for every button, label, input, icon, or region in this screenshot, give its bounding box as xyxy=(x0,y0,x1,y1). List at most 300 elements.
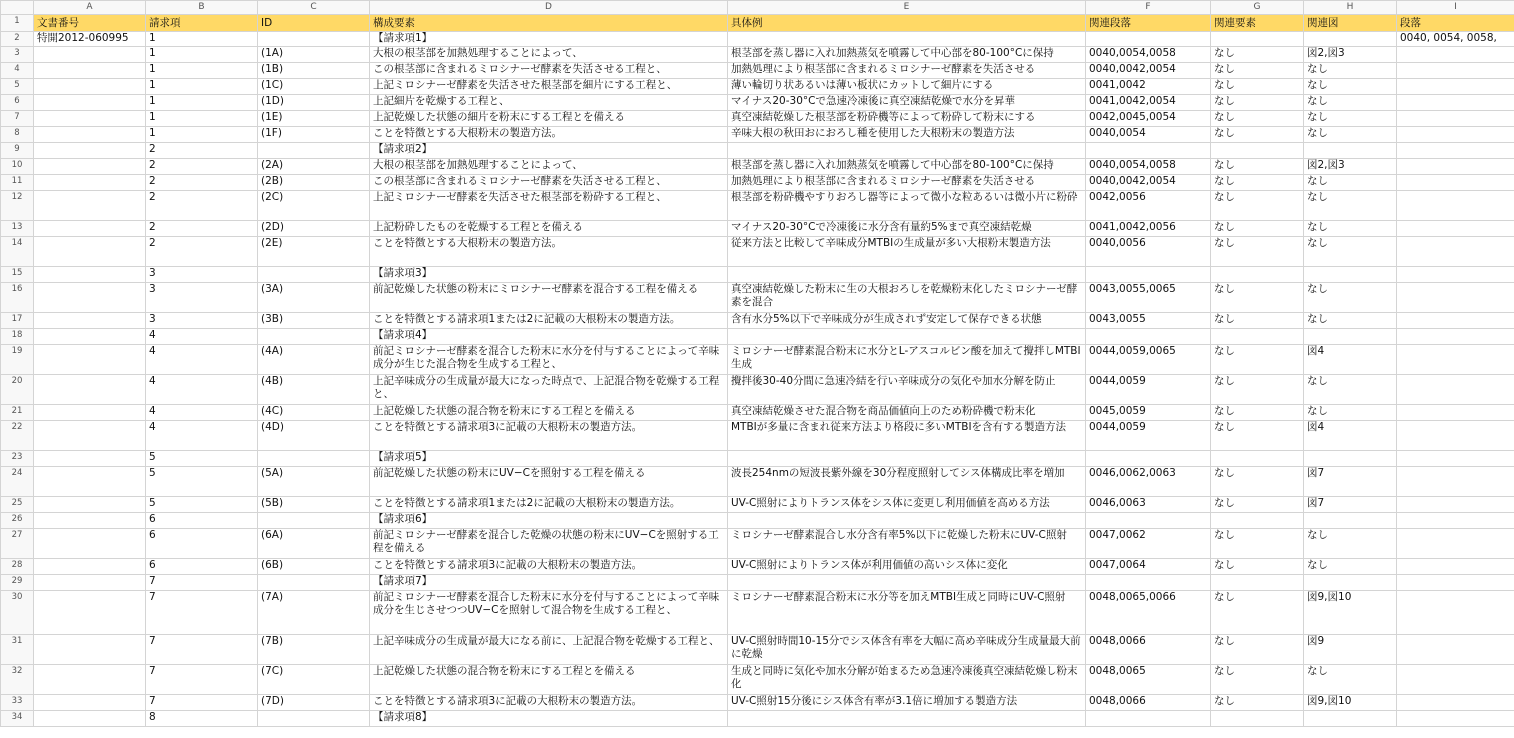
cell-e[interactable]: マイナス20-30°Cで冷凍後に水分含有量約5%まで真空凍結乾燥 xyxy=(728,221,1086,237)
cell-h[interactable]: なし xyxy=(1304,79,1397,95)
header-cell-d[interactable]: 構成要素 xyxy=(370,15,728,32)
cell-b[interactable]: 1 xyxy=(146,79,258,95)
cell-f[interactable]: 0040,0056 xyxy=(1086,237,1211,267)
cell-h[interactable]: なし xyxy=(1304,529,1397,559)
cell-d[interactable]: 前記ミロシナーゼ酵素を混合した乾燥の状態の粉末にUV−Cを照射する工程を備える xyxy=(370,529,728,559)
cell-f[interactable]: 0041,0042,0054 xyxy=(1086,95,1211,111)
cell-d[interactable]: 【請求項7】 xyxy=(370,575,728,591)
cell-h[interactable]: なし xyxy=(1304,221,1397,237)
cell-i[interactable] xyxy=(1397,267,1514,283)
cell-d[interactable]: 上記辛味成分の生成量が最大になる前に、上記混合物を乾燥する工程と、 xyxy=(370,635,728,665)
cell-g[interactable]: なし xyxy=(1211,175,1304,191)
cell-h[interactable]: なし xyxy=(1304,283,1397,313)
cell-b[interactable]: 4 xyxy=(146,421,258,451)
row-number[interactable]: 2 xyxy=(1,32,34,47)
cell-g[interactable]: なし xyxy=(1211,47,1304,63)
cell-h[interactable]: 図9,図10 xyxy=(1304,591,1397,635)
row-number[interactable]: 16 xyxy=(1,283,34,313)
cell-e[interactable]: 辛味大根の秋田おにおろし種を使用した大根粉末の製造方法 xyxy=(728,127,1086,143)
row-number[interactable]: 12 xyxy=(1,191,34,221)
cell-g[interactable]: なし xyxy=(1211,345,1304,375)
cell-d[interactable]: ことを特徴とする大根粉末の製造方法。 xyxy=(370,237,728,267)
cell-d[interactable]: 上記ミロシナーゼ酵素を失活させた根茎部を粉砕する工程と、 xyxy=(370,191,728,221)
cell-d[interactable]: 【請求項8】 xyxy=(370,711,728,727)
cell-d[interactable]: この根茎部に含まれるミロシナーゼ酵素を失活させる工程と、 xyxy=(370,63,728,79)
row-number[interactable]: 11 xyxy=(1,175,34,191)
cell-f[interactable]: 0040,0054 xyxy=(1086,127,1211,143)
row-number[interactable]: 1 xyxy=(1,15,34,32)
cell-f[interactable]: 0044,0059,0065 xyxy=(1086,345,1211,375)
cell-e[interactable]: ミロシナーゼ酵素混合粉末に水分等を加えMTBI生成と同時にUV-C照射 xyxy=(728,591,1086,635)
cell-b[interactable]: 2 xyxy=(146,221,258,237)
cell-c[interactable]: (7A) xyxy=(258,591,370,635)
cell-i[interactable] xyxy=(1397,143,1514,159)
cell-a[interactable] xyxy=(34,47,146,63)
cell-h[interactable]: 図4 xyxy=(1304,421,1397,451)
cell-a[interactable] xyxy=(34,665,146,695)
cell-e[interactable] xyxy=(728,513,1086,529)
cell-f[interactable]: 0044,0059 xyxy=(1086,421,1211,451)
cell-h[interactable]: なし xyxy=(1304,127,1397,143)
cell-c[interactable]: (1C) xyxy=(258,79,370,95)
cell-g[interactable] xyxy=(1211,711,1304,727)
cell-e[interactable]: 従来方法と比較して辛味成分MTBIの生成量が多い大根粉末製造方法 xyxy=(728,237,1086,267)
cell-c[interactable]: (3B) xyxy=(258,313,370,329)
cell-a[interactable] xyxy=(34,143,146,159)
cell-g[interactable]: なし xyxy=(1211,221,1304,237)
cell-d[interactable]: 前記ミロシナーゼ酵素を混合した粉末に水分を付与することによって辛味成分を生じさせつつUV−Cを照射して混合物を生成する工程と、 xyxy=(370,591,728,635)
cell-i[interactable] xyxy=(1397,467,1514,497)
cell-d[interactable]: 【請求項4】 xyxy=(370,329,728,345)
cell-d[interactable]: 前記乾燥した状態の粉末にミロシナーゼ酵素を混合する工程を備える xyxy=(370,283,728,313)
cell-g[interactable]: なし xyxy=(1211,191,1304,221)
cell-c[interactable]: (1F) xyxy=(258,127,370,143)
row-number[interactable]: 17 xyxy=(1,313,34,329)
cell-g[interactable]: なし xyxy=(1211,497,1304,513)
cell-e[interactable]: 生成と同時に気化や加水分解が始まるため急速冷凍後真空凍結乾燥し粉末化 xyxy=(728,665,1086,695)
cell-f[interactable]: 0040,0042,0054 xyxy=(1086,63,1211,79)
row-number[interactable]: 8 xyxy=(1,127,34,143)
row-number[interactable]: 7 xyxy=(1,111,34,127)
cell-b[interactable]: 5 xyxy=(146,497,258,513)
cell-i[interactable] xyxy=(1397,559,1514,575)
cell-a[interactable] xyxy=(34,191,146,221)
cell-h[interactable]: なし xyxy=(1304,175,1397,191)
header-cell-i[interactable]: 段落 xyxy=(1397,15,1514,32)
cell-e[interactable] xyxy=(728,143,1086,159)
cell-g[interactable]: なし xyxy=(1211,127,1304,143)
cell-i[interactable] xyxy=(1397,159,1514,175)
cell-i[interactable] xyxy=(1397,575,1514,591)
cell-c[interactable]: (6B) xyxy=(258,559,370,575)
cell-a[interactable] xyxy=(34,63,146,79)
cell-g[interactable] xyxy=(1211,329,1304,345)
cell-e[interactable]: 根茎部を粉砕機やすりおろし器等によって微小な粒あるいは微小片に粉砕 xyxy=(728,191,1086,221)
cell-d[interactable]: 上記細片を乾燥する工程と、 xyxy=(370,95,728,111)
row-number[interactable]: 29 xyxy=(1,575,34,591)
cell-i[interactable] xyxy=(1397,665,1514,695)
cell-h[interactable]: 図7 xyxy=(1304,467,1397,497)
cell-c[interactable]: (4D) xyxy=(258,421,370,451)
cell-h[interactable] xyxy=(1304,143,1397,159)
cell-a[interactable] xyxy=(34,79,146,95)
cell-d[interactable]: ことを特徴とする請求項3に記載の大根粉末の製造方法。 xyxy=(370,421,728,451)
column-header-f[interactable]: F xyxy=(1086,1,1211,15)
cell-h[interactable] xyxy=(1304,451,1397,467)
cell-g[interactable] xyxy=(1211,143,1304,159)
cell-i[interactable] xyxy=(1397,283,1514,313)
cell-d[interactable]: ことを特徴とする請求項1または2に記載の大根粉末の製造方法。 xyxy=(370,497,728,513)
cell-d[interactable]: 【請求項1】 xyxy=(370,32,728,47)
header-cell-c[interactable]: ID xyxy=(258,15,370,32)
cell-e[interactable]: ミロシナーゼ酵素混合し水分含有率5%以下に乾燥した粉末にUV-C照射 xyxy=(728,529,1086,559)
cell-f[interactable]: 0042,0045,0054 xyxy=(1086,111,1211,127)
cell-b[interactable]: 7 xyxy=(146,635,258,665)
cell-g[interactable]: なし xyxy=(1211,695,1304,711)
cell-g[interactable]: なし xyxy=(1211,283,1304,313)
cell-b[interactable]: 4 xyxy=(146,329,258,345)
cell-f[interactable] xyxy=(1086,711,1211,727)
cell-b[interactable]: 2 xyxy=(146,175,258,191)
cell-c[interactable] xyxy=(258,32,370,47)
cell-b[interactable]: 1 xyxy=(146,32,258,47)
cell-i[interactable] xyxy=(1397,513,1514,529)
cell-e[interactable]: 加熱処理により根茎部に含まれるミロシナーゼ酵素を失活させる xyxy=(728,63,1086,79)
cell-b[interactable]: 6 xyxy=(146,513,258,529)
cell-g[interactable]: なし xyxy=(1211,635,1304,665)
cell-i[interactable] xyxy=(1397,451,1514,467)
cell-f[interactable]: 0047,0062 xyxy=(1086,529,1211,559)
cell-g[interactable]: なし xyxy=(1211,95,1304,111)
cell-a[interactable] xyxy=(34,237,146,267)
cell-c[interactable]: (4C) xyxy=(258,405,370,421)
cell-d[interactable]: 【請求項6】 xyxy=(370,513,728,529)
header-cell-g[interactable]: 関連要素 xyxy=(1211,15,1304,32)
cell-b[interactable]: 5 xyxy=(146,451,258,467)
row-number[interactable]: 6 xyxy=(1,95,34,111)
row-number[interactable]: 14 xyxy=(1,237,34,267)
cell-a[interactable] xyxy=(34,559,146,575)
cell-i[interactable]: 0040, 0054, 0058, xyxy=(1397,32,1514,47)
cell-h[interactable]: なし xyxy=(1304,405,1397,421)
cell-e[interactable] xyxy=(728,32,1086,47)
header-cell-a[interactable]: 文書番号 xyxy=(34,15,146,32)
cell-a[interactable] xyxy=(34,111,146,127)
cell-b[interactable]: 7 xyxy=(146,591,258,635)
cell-a[interactable] xyxy=(34,127,146,143)
row-number[interactable]: 13 xyxy=(1,221,34,237)
column-header-i[interactable]: I xyxy=(1397,1,1514,15)
cell-c[interactable] xyxy=(258,329,370,345)
cell-h[interactable]: 図4 xyxy=(1304,345,1397,375)
cell-f[interactable]: 0044,0059 xyxy=(1086,375,1211,405)
cell-g[interactable] xyxy=(1211,575,1304,591)
cell-d[interactable]: ことを特徴とする請求項3に記載の大根粉末の製造方法。 xyxy=(370,559,728,575)
cell-a[interactable] xyxy=(34,695,146,711)
row-number[interactable]: 15 xyxy=(1,267,34,283)
cell-f[interactable] xyxy=(1086,513,1211,529)
cell-i[interactable] xyxy=(1397,497,1514,513)
cell-c[interactable]: (5B) xyxy=(258,497,370,513)
row-number[interactable]: 34 xyxy=(1,711,34,727)
cell-f[interactable]: 0047,0064 xyxy=(1086,559,1211,575)
cell-b[interactable]: 2 xyxy=(146,159,258,175)
cell-g[interactable]: なし xyxy=(1211,665,1304,695)
cell-b[interactable]: 7 xyxy=(146,575,258,591)
cell-a[interactable] xyxy=(34,345,146,375)
row-number[interactable]: 5 xyxy=(1,79,34,95)
cell-e[interactable] xyxy=(728,267,1086,283)
cell-i[interactable] xyxy=(1397,695,1514,711)
cell-c[interactable]: (5A) xyxy=(258,467,370,497)
cell-b[interactable]: 4 xyxy=(146,345,258,375)
cell-b[interactable]: 3 xyxy=(146,283,258,313)
cell-f[interactable] xyxy=(1086,329,1211,345)
cell-d[interactable]: この根茎部に含まれるミロシナーゼ酵素を失活させる工程と、 xyxy=(370,175,728,191)
cell-f[interactable]: 0048,0066 xyxy=(1086,695,1211,711)
cell-i[interactable] xyxy=(1397,95,1514,111)
cell-i[interactable] xyxy=(1397,237,1514,267)
header-cell-e[interactable]: 具体例 xyxy=(728,15,1086,32)
row-number[interactable]: 20 xyxy=(1,375,34,405)
column-header-e[interactable]: E xyxy=(728,1,1086,15)
row-number[interactable]: 19 xyxy=(1,345,34,375)
cell-d[interactable]: 上記乾燥した状態の細片を粉末にする工程とを備える xyxy=(370,111,728,127)
cell-e[interactable] xyxy=(728,575,1086,591)
cell-h[interactable]: なし xyxy=(1304,111,1397,127)
cell-c[interactable]: (2A) xyxy=(258,159,370,175)
cell-c[interactable]: (2C) xyxy=(258,191,370,221)
cell-a[interactable]: 特開2012-060995 xyxy=(34,32,146,47)
cell-c[interactable]: (7D) xyxy=(258,695,370,711)
cell-h[interactable]: なし xyxy=(1304,191,1397,221)
cell-b[interactable]: 7 xyxy=(146,665,258,695)
cell-c[interactable]: (6A) xyxy=(258,529,370,559)
header-cell-h[interactable]: 関連図 xyxy=(1304,15,1397,32)
cell-e[interactable]: 根茎部を蒸し器に入れ加熱蒸気を噴霧して中心部を80-100°Cに保持 xyxy=(728,47,1086,63)
cell-a[interactable] xyxy=(34,313,146,329)
row-number[interactable]: 18 xyxy=(1,329,34,345)
cell-a[interactable] xyxy=(34,283,146,313)
cell-a[interactable] xyxy=(34,711,146,727)
cell-e[interactable]: 真空凍結乾燥させた混合物を商品価値向上のため粉砕機で粉末化 xyxy=(728,405,1086,421)
cell-a[interactable] xyxy=(34,513,146,529)
cell-i[interactable] xyxy=(1397,63,1514,79)
cell-i[interactable] xyxy=(1397,175,1514,191)
row-number[interactable]: 32 xyxy=(1,665,34,695)
cell-g[interactable]: なし xyxy=(1211,559,1304,575)
row-number[interactable]: 26 xyxy=(1,513,34,529)
cell-h[interactable]: なし xyxy=(1304,665,1397,695)
cell-c[interactable] xyxy=(258,267,370,283)
cell-d[interactable]: ことを特徴とする請求項3に記載の大根粉末の製造方法。 xyxy=(370,695,728,711)
cell-f[interactable]: 0041,0042,0056 xyxy=(1086,221,1211,237)
cell-f[interactable] xyxy=(1086,451,1211,467)
row-number[interactable]: 28 xyxy=(1,559,34,575)
cell-c[interactable] xyxy=(258,143,370,159)
cell-d[interactable]: 【請求項2】 xyxy=(370,143,728,159)
cell-e[interactable] xyxy=(728,329,1086,345)
cell-d[interactable]: 上記ミロシナーゼ酵素を失活させた根茎部を細片にする工程と、 xyxy=(370,79,728,95)
cell-a[interactable] xyxy=(34,375,146,405)
cell-h[interactable]: なし xyxy=(1304,95,1397,111)
cell-g[interactable]: なし xyxy=(1211,375,1304,405)
cell-f[interactable]: 0046,0062,0063 xyxy=(1086,467,1211,497)
cell-h[interactable]: 図7 xyxy=(1304,497,1397,513)
cell-i[interactable] xyxy=(1397,529,1514,559)
cell-e[interactable]: 真空凍結乾燥した根茎部を粉砕機等によって粉砕して粉末にする xyxy=(728,111,1086,127)
select-all-corner[interactable] xyxy=(1,1,34,15)
cell-a[interactable] xyxy=(34,529,146,559)
cell-e[interactable] xyxy=(728,711,1086,727)
cell-i[interactable] xyxy=(1397,375,1514,405)
cell-g[interactable]: なし xyxy=(1211,405,1304,421)
cell-f[interactable]: 0046,0063 xyxy=(1086,497,1211,513)
cell-e[interactable] xyxy=(728,451,1086,467)
cell-i[interactable] xyxy=(1397,221,1514,237)
cell-e[interactable]: 攪拌後30-40分間に急速冷結を行い辛味成分の気化や加水分解を防止 xyxy=(728,375,1086,405)
cell-e[interactable]: UV-C照射15分後にシス体含有率が3.1倍に増加する製造方法 xyxy=(728,695,1086,711)
cell-a[interactable] xyxy=(34,635,146,665)
cell-e[interactable]: マイナス20-30°Cで急速冷凍後に真空凍結乾燥で水分を昇華 xyxy=(728,95,1086,111)
cell-b[interactable]: 2 xyxy=(146,143,258,159)
cell-f[interactable]: 0043,0055 xyxy=(1086,313,1211,329)
cell-h[interactable]: なし xyxy=(1304,559,1397,575)
cell-d[interactable]: 【請求項3】 xyxy=(370,267,728,283)
cell-g[interactable]: なし xyxy=(1211,421,1304,451)
cell-f[interactable]: 0045,0059 xyxy=(1086,405,1211,421)
cell-b[interactable]: 4 xyxy=(146,405,258,421)
cell-h[interactable] xyxy=(1304,711,1397,727)
cell-a[interactable] xyxy=(34,591,146,635)
cell-b[interactable]: 3 xyxy=(146,267,258,283)
cell-b[interactable]: 6 xyxy=(146,529,258,559)
row-number[interactable]: 27 xyxy=(1,529,34,559)
cell-e[interactable]: UV-C照射時間10-15分でシス体含有率を大幅に高め辛味成分生成量最大前に乾燥 xyxy=(728,635,1086,665)
cell-g[interactable]: なし xyxy=(1211,467,1304,497)
cell-c[interactable]: (1B) xyxy=(258,63,370,79)
cell-g[interactable]: なし xyxy=(1211,111,1304,127)
cell-f[interactable] xyxy=(1086,267,1211,283)
cell-f[interactable] xyxy=(1086,143,1211,159)
cell-b[interactable]: 1 xyxy=(146,63,258,79)
cell-d[interactable]: 上記乾燥した状態の混合物を粉末にする工程とを備える xyxy=(370,405,728,421)
cell-b[interactable]: 7 xyxy=(146,695,258,711)
cell-e[interactable]: 根茎部を蒸し器に入れ加熱蒸気を噴霧して中心部を80-100°Cに保持 xyxy=(728,159,1086,175)
cell-h[interactable]: 図2,図3 xyxy=(1304,159,1397,175)
row-number[interactable]: 31 xyxy=(1,635,34,665)
cell-b[interactable]: 5 xyxy=(146,467,258,497)
cell-i[interactable] xyxy=(1397,591,1514,635)
cell-b[interactable]: 3 xyxy=(146,313,258,329)
cell-g[interactable]: なし xyxy=(1211,313,1304,329)
cell-h[interactable] xyxy=(1304,329,1397,345)
cell-e[interactable]: UV-C照射によりトランス体が利用価値の高いシス体に変化 xyxy=(728,559,1086,575)
cell-a[interactable] xyxy=(34,95,146,111)
row-number[interactable]: 24 xyxy=(1,467,34,497)
cell-h[interactable] xyxy=(1304,513,1397,529)
cell-g[interactable]: なし xyxy=(1211,237,1304,267)
column-header-d[interactable]: D xyxy=(370,1,728,15)
column-header-h[interactable]: H xyxy=(1304,1,1397,15)
row-number[interactable]: 30 xyxy=(1,591,34,635)
cell-g[interactable] xyxy=(1211,32,1304,47)
cell-d[interactable]: 【請求項5】 xyxy=(370,451,728,467)
cell-a[interactable] xyxy=(34,467,146,497)
cell-a[interactable] xyxy=(34,221,146,237)
cell-i[interactable] xyxy=(1397,79,1514,95)
cell-c[interactable] xyxy=(258,711,370,727)
cell-b[interactable]: 1 xyxy=(146,111,258,127)
header-cell-f[interactable]: 関連段落 xyxy=(1086,15,1211,32)
cell-h[interactable]: なし xyxy=(1304,375,1397,405)
cell-a[interactable] xyxy=(34,575,146,591)
column-header-b[interactable]: B xyxy=(146,1,258,15)
cell-a[interactable] xyxy=(34,497,146,513)
cell-f[interactable]: 0048,0065,0066 xyxy=(1086,591,1211,635)
cell-b[interactable]: 2 xyxy=(146,237,258,267)
cell-c[interactable] xyxy=(258,575,370,591)
cell-c[interactable]: (1D) xyxy=(258,95,370,111)
cell-g[interactable]: なし xyxy=(1211,63,1304,79)
column-header-a[interactable]: A xyxy=(34,1,146,15)
cell-b[interactable]: 2 xyxy=(146,191,258,221)
cell-c[interactable]: (1E) xyxy=(258,111,370,127)
row-number[interactable]: 21 xyxy=(1,405,34,421)
cell-c[interactable]: (7C) xyxy=(258,665,370,695)
row-number[interactable]: 33 xyxy=(1,695,34,711)
cell-c[interactable] xyxy=(258,451,370,467)
cell-a[interactable] xyxy=(34,267,146,283)
cell-i[interactable] xyxy=(1397,405,1514,421)
cell-d[interactable]: 大根の根茎部を加熱処理することによって、 xyxy=(370,47,728,63)
cell-a[interactable] xyxy=(34,405,146,421)
cell-e[interactable]: MTBIが多量に含まれ従来方法より格段に多いMTBIを含有する製造方法 xyxy=(728,421,1086,451)
header-cell-b[interactable]: 請求項 xyxy=(146,15,258,32)
row-number[interactable]: 9 xyxy=(1,143,34,159)
cell-d[interactable]: 上記粉砕したものを乾燥する工程とを備える xyxy=(370,221,728,237)
cell-a[interactable] xyxy=(34,329,146,345)
cell-e[interactable]: 真空凍結乾燥した粉末に生の大根おろしを乾燥粉末化したミロシナーゼ酵素を混合 xyxy=(728,283,1086,313)
cell-d[interactable]: ことを特徴とする請求項1または2に記載の大根粉末の製造方法。 xyxy=(370,313,728,329)
cell-a[interactable] xyxy=(34,175,146,191)
cell-f[interactable] xyxy=(1086,575,1211,591)
row-number[interactable]: 3 xyxy=(1,47,34,63)
cell-b[interactable]: 8 xyxy=(146,711,258,727)
cell-b[interactable]: 1 xyxy=(146,95,258,111)
cell-g[interactable] xyxy=(1211,513,1304,529)
row-number[interactable]: 22 xyxy=(1,421,34,451)
cell-i[interactable] xyxy=(1397,421,1514,451)
row-number[interactable]: 25 xyxy=(1,497,34,513)
cell-f[interactable]: 0041,0042 xyxy=(1086,79,1211,95)
cell-i[interactable] xyxy=(1397,127,1514,143)
cell-i[interactable] xyxy=(1397,329,1514,345)
column-header-c[interactable]: C xyxy=(258,1,370,15)
cell-h[interactable] xyxy=(1304,32,1397,47)
cell-c[interactable]: (4B) xyxy=(258,375,370,405)
cell-h[interactable]: なし xyxy=(1304,237,1397,267)
cell-a[interactable] xyxy=(34,159,146,175)
cell-e[interactable]: ミロシナーゼ酵素混合粉末に水分とL-アスコルビン酸を加えて攪拌しMTBI生成 xyxy=(728,345,1086,375)
cell-e[interactable]: 波長254nmの短波長紫外線を30分程度照射してシス体構成比率を増加 xyxy=(728,467,1086,497)
cell-a[interactable] xyxy=(34,451,146,467)
cell-i[interactable] xyxy=(1397,345,1514,375)
cell-e[interactable]: 加熱処理により根茎部に含まれるミロシナーゼ酵素を失活させる xyxy=(728,175,1086,191)
cell-b[interactable]: 6 xyxy=(146,559,258,575)
cell-b[interactable]: 4 xyxy=(146,375,258,405)
cell-i[interactable] xyxy=(1397,191,1514,221)
